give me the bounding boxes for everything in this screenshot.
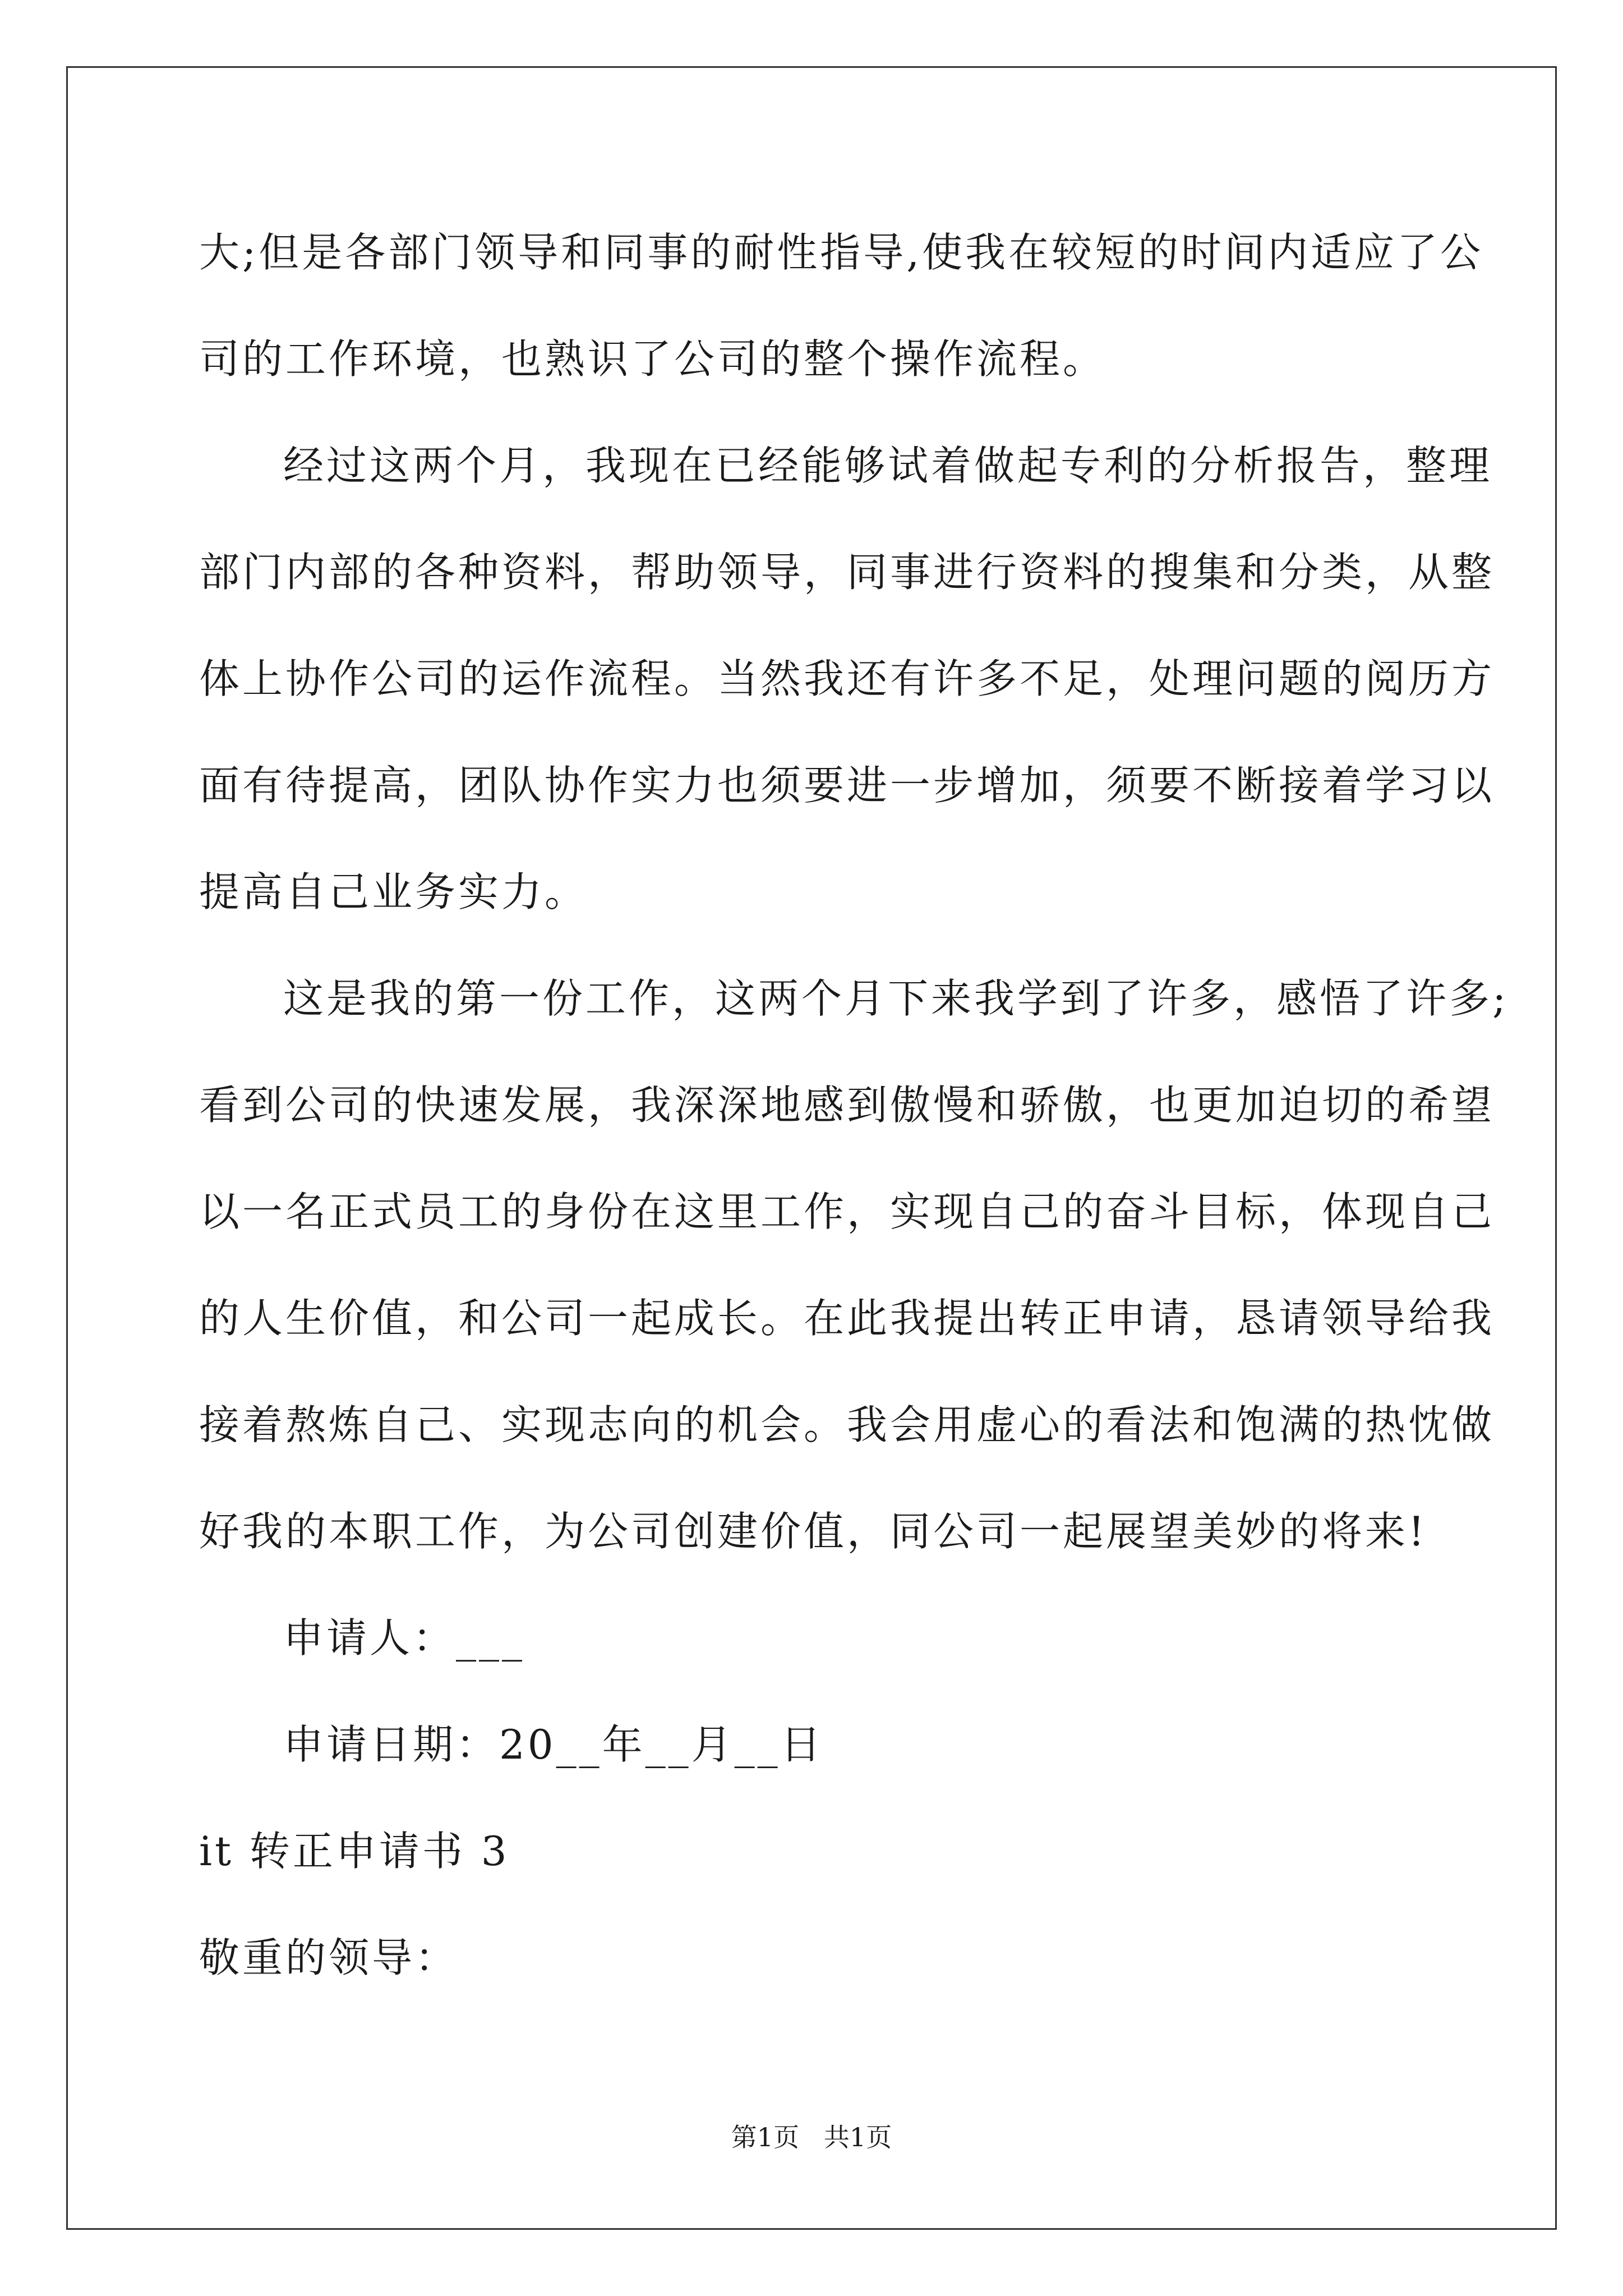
text-line: 司的工作环境，也熟识了公司的整个操作流程。 (199, 335, 1106, 383)
text-line: 的人生价值，和公司一起成长。在此我提出转正申请，恳请领导给我 (199, 1295, 1495, 1342)
text-line: 看到公司的快速发展，我深深地感到傲慢和骄傲，也更加迫切的希望 (199, 1082, 1495, 1129)
text-line: 这是我的第一份工作，这两个月下来我学到了许多，感悟了许多; (283, 975, 1509, 1022)
salutation-line: 敬重的领导： (199, 1934, 459, 1981)
section-heading: it 转正申请书 3 (199, 1828, 510, 1875)
text-line: 以一名正式员工的身份在这里工作，实现自己的奋斗目标，体现自己 (199, 1188, 1495, 1235)
page-footer: 第1页 共1页 (731, 2122, 892, 2152)
text-line: 提高自己业务实力。 (199, 868, 588, 915)
page-border (66, 66, 1557, 2230)
text-line: 面有待提高，团队协作实力也须要进一步增加，须要不断接着学习以 (199, 762, 1495, 809)
text-line: 部门内部的各种资料，帮助领导，同事进行资料的搜集和分类，从整 (199, 549, 1495, 596)
text-line: 好我的本职工作，为公司创建价值，同公司一起展望美妙的将来! (199, 1508, 1427, 1555)
application-date-line: 申请日期：20__年__月__日 (283, 1721, 824, 1768)
text-line: 接着熬炼自己、实现志向的机会。我会用虚心的看法和饱满的热忱做 (199, 1401, 1495, 1448)
text-line: 经过这两个月，我现在已经能够试着做起专利的分析报告，整理 (283, 442, 1493, 489)
applicant-line: 申请人：___ (283, 1614, 525, 1662)
text-line: 体上协作公司的运作流程。当然我还有许多不足，处理问题的阅历方 (199, 655, 1495, 702)
text-line: 大;但是各部门领导和同事的耐性指导,使我在较短的时间内适应了公 (199, 229, 1484, 276)
